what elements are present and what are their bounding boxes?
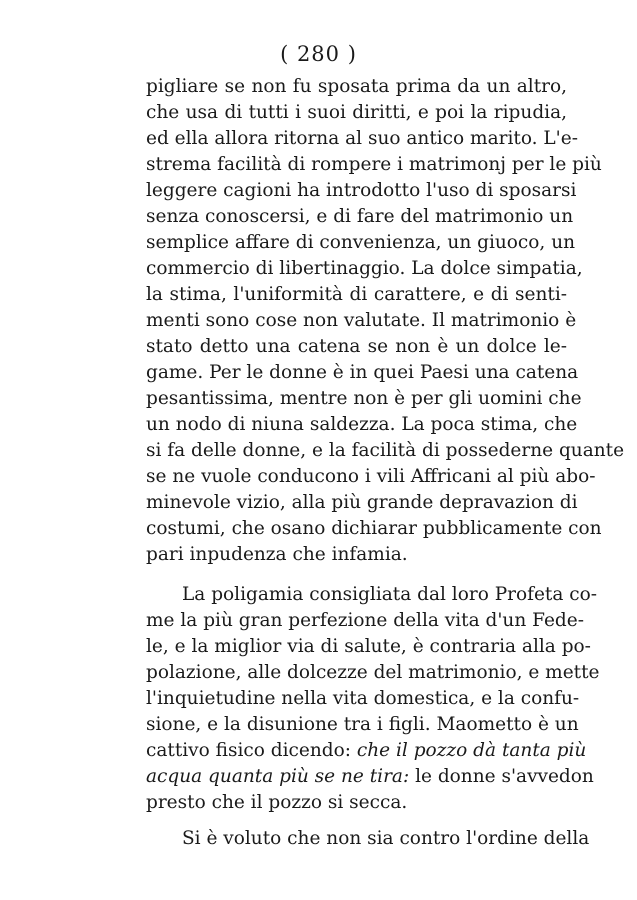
page-number: ( 280 ): [280, 42, 357, 66]
text-line: pari inpudenza che infamia.: [146, 544, 408, 565]
text-segment: cattivo fisico dicendo:: [146, 740, 351, 761]
text-line: me la più gran perfezione della vita d'un Fede-: [146, 610, 584, 631]
text-line: pigliare se non fu sposata prima da un altro,: [146, 76, 567, 97]
text-line: un nodo di niuna saldezza. La poca stima, che: [146, 414, 578, 435]
text-line: menti sono cose non valutate. Il matrimonio è: [146, 310, 577, 331]
paragraph: [146, 74, 625, 568]
text-line: La poligamia consigliata dal loro Profeta co-: [182, 584, 598, 605]
text-line: costumi, che osano dichiarar pubblicamente con: [146, 518, 602, 539]
text-line: sione, e la disunione tra i figli. Maometto è un: [146, 714, 579, 735]
body-text: [146, 74, 625, 852]
text-line: strema facilità di rompere i matrimonj per le più: [146, 154, 602, 175]
text-line: polazione, alle dolcezze del matrimonio, e mette: [146, 662, 600, 683]
italic-quote: che il pozzo dà tanta più: [356, 740, 587, 761]
text-segment: le donne s'avvedon: [415, 766, 594, 787]
paragraph: [146, 582, 600, 816]
paragraph-gap: [146, 568, 567, 582]
text-line: pesantissima, mentre non è per gli uomini che: [146, 388, 582, 409]
text-line: senza conoscersi, e di fare del matrimonio un: [146, 206, 574, 227]
text-line: Si è voluto che non sia contro l'ordine della: [182, 828, 590, 849]
text-line: che usa di tutti i suoi diritti, e poi la ripudia,: [146, 102, 567, 123]
text-line: stato detto una catena se non è un dolce le-: [146, 336, 567, 357]
text-line: game. Per le donne è in quei Paesi una catena: [146, 362, 579, 383]
text-line: leggere cagioni ha introdotto l'uso di sposarsi: [146, 180, 577, 201]
text-line: minevole vizio, alla più grande depravazion di: [146, 492, 578, 513]
text-line: presto che il pozzo si secca.: [146, 792, 408, 813]
text-line: commercio di libertinaggio. La dolce simpatia,: [146, 258, 583, 279]
text-line: [146, 764, 594, 790]
text-line: si fa delle donne, e la facilità di possederne quante: [146, 440, 625, 461]
text-line: [146, 738, 587, 764]
paragraph: [146, 826, 590, 852]
text-line: se ne vuole conducono i vili Affricani al più abo-: [146, 466, 596, 487]
text-line: ed ella allora ritorna al suo antico marito. L'e-: [146, 128, 578, 149]
text-line: la stima, l'uniformità di carattere, e di senti-: [146, 284, 567, 305]
italic-quote: acqua quanta più se ne tira:: [146, 766, 410, 787]
text-line: semplice affare di convenienza, un giuoco, un: [146, 232, 576, 253]
text-line: le, e la miglior via di salute, è contraria alla po-: [146, 636, 591, 657]
paragraph-gap: [146, 816, 567, 826]
text-line: l'inquietudine nella vita domestica, e la confu-: [146, 688, 580, 709]
